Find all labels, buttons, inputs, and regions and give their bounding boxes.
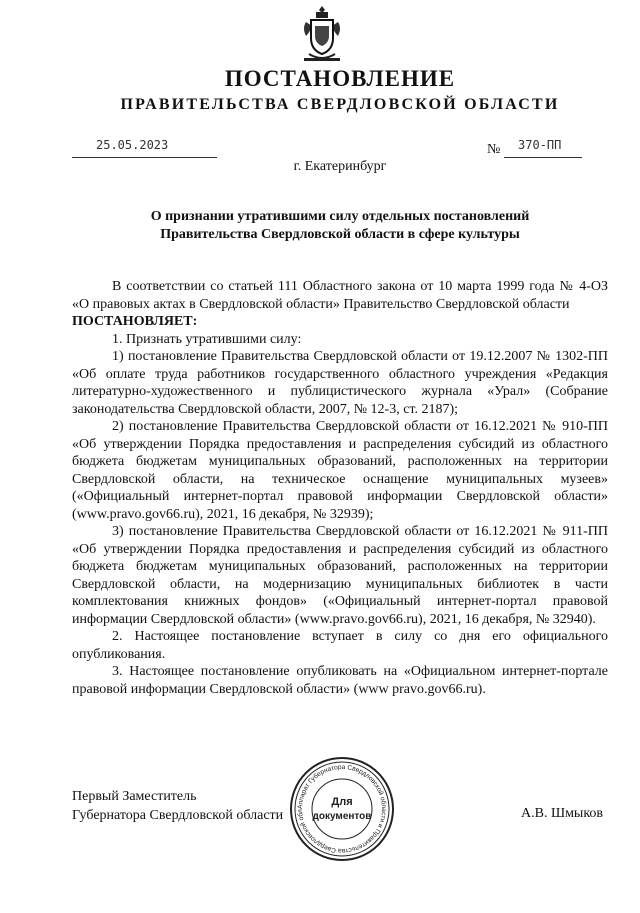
document-title: ПОСТАНОВЛЕНИЕ	[224, 66, 456, 91]
document-body	[72, 278, 608, 698]
item-1-1: 1) постановление Правительства Свердловской области от 19.12.2007 № 1302-ПП «Об оплате труда работников государственного областного учреждения «Редакция литературно-художественного и публицистического журнала «Урал» (Собрание законодательства Свердловской области, 2007, № 12-3, ст. 2187);	[72, 349, 608, 417]
item-1-2: 2) постановление Правительства Свердловской области от 16.12.2021 № 910-ПП «Об утверждении Порядка предоставления и распределения субсидий из областного бюджета бюджетам муниципальных образований, расположенных на территории Свердловской области, на техническое оснащение муниципальных музеев» («Официальный интернет-портал правовой информации Свердловской области» (www.pravo.gov66.ru), 2021, 16 декабря, № 32939);	[72, 419, 608, 522]
item-1-3: 3) постановление Правительства Свердловской области от 16.12.2021 № 911-ПП «Об утверждении Порядка предоставления и распределения субсидий из областного бюджета бюджетам муниципальных образований, расположенных на территории Свердловской области, на модернизацию муниципальных библиотек в части комплектования книжных фондов» («Официальный интернет-портал правовой информации Свердловской области» (www.pravo.gov66.ru), 2021, 16 декабря, № 32940).	[72, 524, 608, 627]
stamp-center-line-1: Для	[331, 796, 353, 808]
subject-line-2: Правительства Свердловской области в сфере культуры	[160, 227, 520, 242]
preamble: В соответствии со статьей 111 Областного закона от 10 марта 1999 года № 4-ОЗ «О правовых актах в Свердловской области» Правительство Свердловской области	[72, 279, 608, 312]
signatory-position	[72, 787, 283, 825]
coat-of-arms-emblem	[300, 4, 344, 64]
stamp-center-line-2: документов	[312, 811, 372, 822]
subject-line-1: О признании утратившими силу отдельных постановлений	[150, 209, 530, 224]
document-date: 25.05.2023	[96, 138, 169, 152]
item-1: 1. Признать утратившими силу:	[112, 331, 302, 347]
position-line-1: Первый Заместитель	[72, 789, 197, 804]
item-2: 2. Настоящее постановление вступает в силу со дня его официального опубликования.	[72, 629, 608, 662]
item-3: 3. Настоящее постановление опубликовать на «Официальном интернет-портале правовой информации Свердловской области» (www pravo.gov66.ru).	[72, 664, 608, 697]
document-subject	[60, 208, 620, 244]
date-field	[72, 137, 217, 158]
signatory-name: А.В. Шмыков	[521, 806, 604, 821]
document-issuer: ПРАВИТЕЛЬСТВА СВЕРДЛОВСКОЙ ОБЛАСТИ	[120, 96, 560, 113]
official-stamp	[288, 755, 396, 863]
number-label: №	[487, 142, 501, 157]
decree-word: ПОСТАНОВЛЯЕТ:	[72, 314, 198, 329]
city: г. Екатеринбург	[293, 159, 387, 174]
document-number: 370-ПП	[518, 138, 562, 152]
number-field	[504, 137, 582, 158]
stamp-ring-text: Аппарат Губернатора Свердловской области и Правительства Свердловской обл	[296, 763, 388, 855]
position-line-2: Губернатора Свердловской области	[72, 808, 284, 823]
